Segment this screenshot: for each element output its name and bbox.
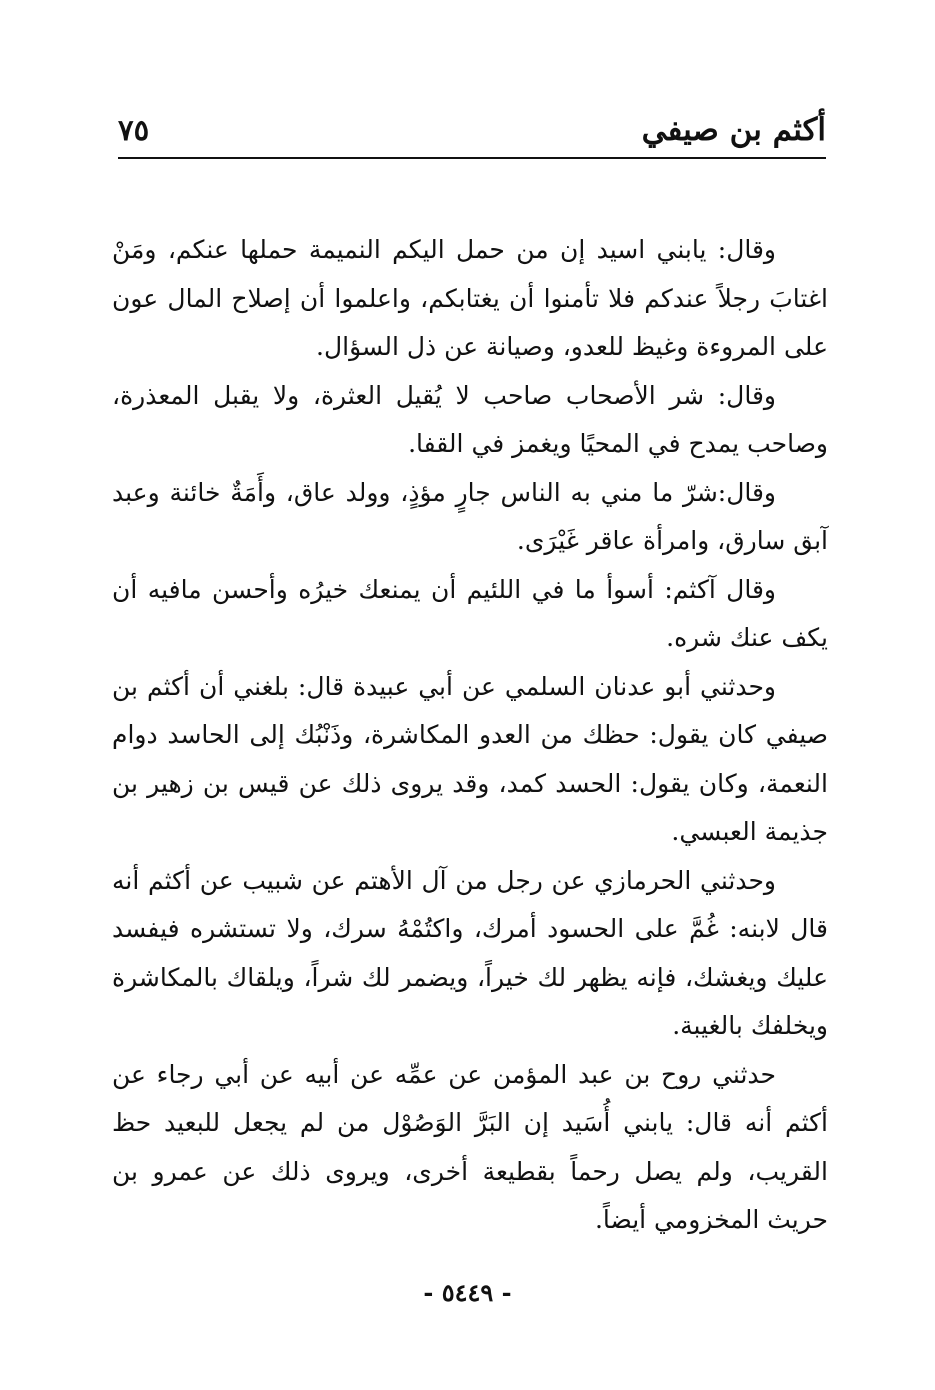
paragraph: وحدثني الحرمازي عن رجل من آل الأهتم عن شبيب عن أكثم أنه قال لابنه: غُمَّ على الحسود أمرك، واكتُمْهُ سرك، ولا تستشره فيفسد عليك ويغشك، فإنه يظهر لك خيراً، ويضمر لك شراً، ويلقاك بالمكاشرة ويخلفك بالغيبة. <box>112 865 828 1040</box>
running-title: أكثم بن صيفي <box>641 112 826 148</box>
paragraph: وقال: يابني اسيد إن من حمل اليكم النميمة حملها عنكم، ومَنْ اغتابَ رجلاً عندكم فلا تأمنوا أن يغتابكم، واعلموا أن إصلاح المال عون على المروءة وغيظ للعدو، وصيانة عن ذل السؤال. <box>112 235 828 361</box>
paragraph: وقال:شرّ ما مني به الناس جارٍ مؤذٍ، وولد عاق، وأَمَةٌ خائنة وعبد آبق سارق، وامرأة عاقر غَيْرَى. <box>112 477 828 555</box>
page-footer-code: - ٥٤٤٩ - <box>423 1278 512 1307</box>
paragraph: وحدثني أبو عدنان السلمي عن أبي عبيدة قال: بلغني أن أكثم بن صيفي كان يقول: حظك من العدو المكاشرة، وذَنْبُك إلى الحاسد دوام النعمة، وكان يقول: الحسد كمد، وقد يروى ذلك عن قيس بن زهير بن جذيمة العبسي. <box>112 671 828 846</box>
paragraph: حدثني روح بن عبد المؤمن عن عمِّه عن أبيه عن أبي رجاء عن أكثم أنه قال: يابني أُسَيد إن البَرَّ الوَصُوْل من لم يجعل للبعيد حظ القريب، ولم يصل رحماً بقطيعة أخرى، ويروى ذلك عن عمرو بن حريث المخزومي أيضاً. <box>112 1059 828 1234</box>
paragraph: وقال: شر الأصحاب صاحب لا يُقيل العثرة، ولا يقبل المعذرة، وصاحب يمدح في المحيًا ويغمز في القفا. <box>112 380 828 458</box>
page-number: ٧٥ <box>118 113 150 147</box>
header-divider <box>118 157 826 159</box>
running-header <box>118 108 826 156</box>
paragraph: وقال آكثم: أسوأ ما في اللئيم أن يمنعك خيرُه وأحسن مافيه أن يكف عنك شره. <box>112 574 828 652</box>
body-text <box>112 226 828 1245</box>
